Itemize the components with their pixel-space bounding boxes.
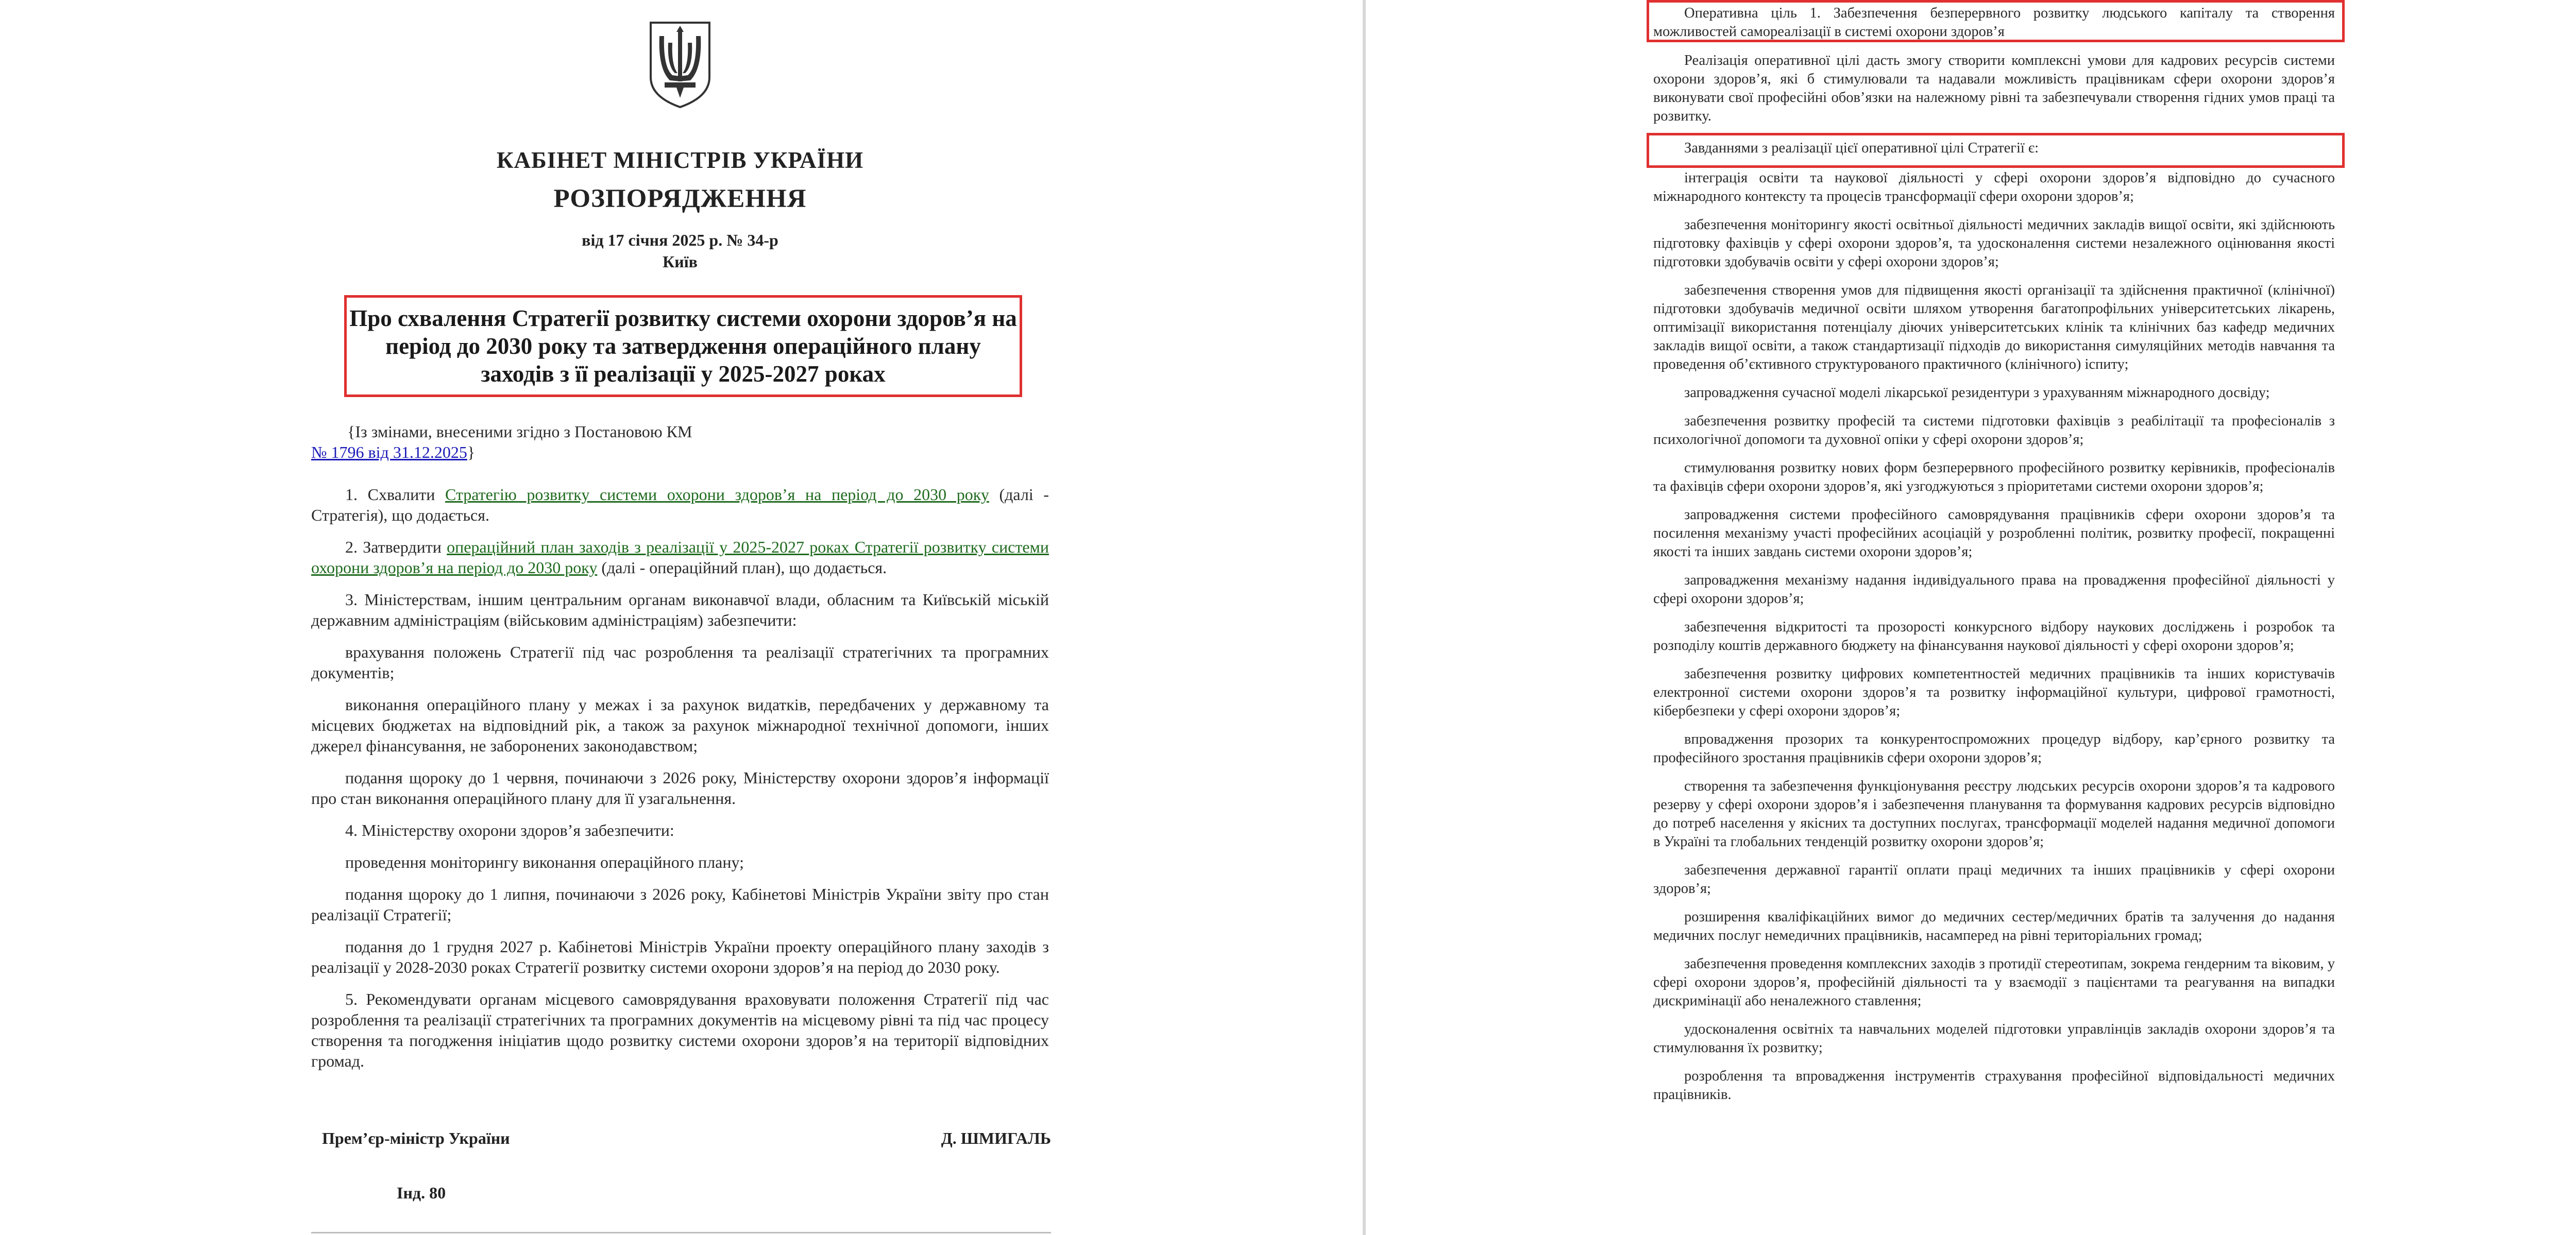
signer-name: Д. ШМИГАЛЬ (941, 1129, 1051, 1147)
document-title: Про схвалення Стратегії розвитку системи охорони здоров’я на період до 2030 року та затвердження операційного плану заходів з її реалізації у 2025-2027 роках (349, 305, 1017, 387)
task-item: удосконалення освітніх та навчальних моделей підготовки управлінців закладів охорони здоров’я та стимулювання їх розвитку; (1653, 1021, 2335, 1056)
decree-body (311, 484, 1049, 1083)
paragraph-4a: проведення моніторингу виконання операційного плану; (345, 853, 744, 871)
task-item: створення та забезпечення функціонування реєстру людських ресурсів охорони здоров’я та кадрового резерву у сфері охорони здоров’я і забезпечення планування та формування кадрових ресурсів відповідно до потреб населення у якісних та доступних послугах, трансформації моделей надання медичної допомоги в Україні та глобальних тенденцій розвитку охорони здоров’я; (1653, 778, 2335, 850)
operational-goal (1653, 4, 2335, 51)
paragraph-2 (311, 537, 1049, 578)
operational-goal-text: Оперативна ціль 1. Забезпечення безперервного розвитку людського капіталу та створення можливостей самореалізації в системі охорони здоров’я (1653, 5, 2335, 40)
task-item: запровадження механізму надання індивідуального права на провадження професійної діяльності у сфері охорони здоров’я; (1653, 572, 2335, 607)
operational-plan-link[interactable]: операційний план заходів з реалізації у 2025-2027 роках Стратегії розвитку системи охорони здоров’я на період до 2030 року (311, 538, 1049, 577)
strategy-link[interactable]: Стратегію розвитку системи охорони здоров’я на період до 2030 року (445, 485, 989, 504)
task-item: забезпечення розвитку професій та системи підготовки фахівців з реабілітації та професіоналів з психологічної допомоги та духовної опіки у сфері охорони здоров’я; (1653, 413, 2335, 448)
paragraph-4b: подання щороку до 1 липня, починаючи з 2026 року, Кабінетові Міністрів України звіту про стан реалізації Стратегії; (311, 885, 1049, 924)
task-item: стимулювання розвитку нових форм безперервного професійного розвитку керівників, професіоналів та фахівців сфери охорони здоров’я, які узгоджуються з пріоритетами системи охорони здоров’я; (1653, 460, 2335, 494)
paragraph-3: 3. Міністерствам, іншим центральним органам виконавчої влади, обласним та Київській міській державним адміністраціям (військовим адміністраціям) забезпечити: (311, 590, 1049, 629)
amendment-text: {Із змінами, внесеними згідно з Постановою КМ (347, 422, 692, 441)
paragraph-3a: врахування положень Стратегії під час розроблення та реалізації стратегічних та програмних документів; (311, 643, 1049, 682)
task-item: запровадження системи професійного самоврядування працівників сфери охорони здоров’я та посилення механізму участі професійних асоціацій у розробленні політик, розвитку професії, покращенні якості та інших завдань системи охорони здоров’я; (1653, 507, 2335, 560)
paragraph-5: 5. Рекомендувати органам місцевого самоврядування враховувати положення Стратегії під час розроблення та реалізації стратегічних та програмних документів на місцевому рівні та під час процесу створення та погодження ініціатив щодо розвитку системи охорони здоров’я на території відповідних громад. (311, 990, 1049, 1070)
cabinet-heading: КАБІНЕТ МІНІСТРІВ УКРАЇНИ (496, 147, 864, 173)
ukraine-trident-icon (647, 20, 714, 110)
document-index: Інд. 80 (397, 1183, 446, 1202)
paragraph-3b: виконання операційного плану у межах і за рахунок видатків, передбачених у державному та місцевих бюджетах на відповідний рік, а також за рахунок міжнародної технічної допомоги, інших джерел фінансування, не заборонених законодавством; (311, 695, 1049, 755)
task-item: запровадження сучасної моделі лікарської резидентури з урахуванням міжнародного досвіду; (1684, 385, 2270, 401)
task-item: забезпечення державної гарантії оплати праці медичних та інших працівників у сфері охорони здоров’я; (1653, 862, 2335, 897)
document-city: Київ (663, 252, 698, 271)
task-item: розроблення та впровадження інструментів страхування професійної відповідальності медичних працівників. (1653, 1068, 2335, 1103)
p1-lead: 1. Схвалити (345, 485, 445, 504)
task-item: розширення кваліфікаційних вимог до медичних сестер/медичних братів та залучення до надання медичних послуг немедичних працівників, насамперед на рівні територіальних громад; (1653, 909, 2335, 944)
p2-lead: 2. Затвердити (345, 538, 447, 556)
p1-tail: (далі - Стратегія), що додається. (311, 485, 1049, 524)
task-item: забезпечення створення умов для підвищення якості організації та здійснення практичної (клінічної) підготовки здобувачів медичної освіти шляхом утворення багатопрофільних університетських лікарень, оптимізації використання потенціалу діючих університетських клінік та клінічних баз кафедр медичних закладів вищої освіти, а також стандартизації підходів до використання симуляційних методів навчання та проведення об’єктивного структурованого практичного (клінічного) іспиту; (1653, 282, 2335, 372)
task-item: забезпечення відкритості та прозорості конкурсного відбору наукових досліджень і розробок та розподілу коштів державного бюджету на фінансування наукової діяльності у сфері охорони здоров’я; (1653, 619, 2335, 654)
divider (311, 1232, 1051, 1233)
amendment-close: } (467, 443, 476, 461)
amendment-link[interactable]: № 1796 від 31.12.2025 (311, 443, 467, 461)
paragraph-4c: подання до 1 грудня 2027 р. Кабінетові Міністрів України проекту операційного плану заходів з реалізації у 2028-2030 роках Стратегії розвитку системи охорони здоров’я на період до 2030 року. (311, 937, 1049, 976)
paragraph-4: 4. Міністерству охорони здоров’я забезпечити: (345, 821, 674, 839)
tasks-intro (1653, 139, 2335, 167)
document-date: від 17 січня 2025 р. № 34-р (582, 231, 778, 249)
task-item: забезпечення моніторингу якості освітньої діяльності медичних закладів вищої освіти, які здійснюють підготовку фахівців у сфері охорони здоров’я, та удосконалення системи незалежного оцінювання якості підготовки здобувачів освіти у сфері охорони здоров’я; (1653, 217, 2335, 270)
document-type: РОЗПОРЯДЖЕННЯ (553, 184, 807, 213)
task-item: забезпечення розвитку цифрових компетентностей медичних працівників та інших користувачів електронної системи охорони здоров’я та розвитку інформаційної культури, цифрової грамотності, кібербезпеки у сфері охорони здоров’я; (1653, 666, 2335, 719)
operational-goal-description (1653, 52, 2335, 135)
tasks-intro-text: Завданнями з реалізації цієї оперативної цілі Стратегії є: (1684, 140, 2039, 156)
task-item: впровадження прозорих та конкурентоспроможних процедур відбору, кар’єрного розвитку та професійного зростання працівників сфери охорони здоров’я; (1653, 731, 2335, 766)
task-item: інтеграція освіти та наукової діяльності у сфері охорони здоров’я відповідно до сучасного міжнародного контексту та процесів трансформації сфери охорони здоров’я; (1653, 170, 2335, 204)
goal-description-text: Реалізація оперативної цілі дасть змогу створити комплексні умови для кадрових ресурсів системи охорони здоров’я, які б стимулювали та надавали можливість працівникам сфери охорони здоров’я виконувати свої професійні обов’язки на належному рівні та забезпечували створення гідних умов праці та розвитку. (1653, 53, 2335, 124)
paragraph-3c: подання щороку до 1 червня, починаючи з 2026 року, Міністерству охорони здоров’я інформації про стан виконання операційного плану для її узагальнення. (311, 768, 1049, 808)
amendment-note (311, 421, 1049, 462)
task-item: забезпечення проведення комплексних заходів з протидії стереотипам, зокрема гендерним та віковим, у сфері охорони здоров’я, професійній діяльності та у взаємодії з пацієнтами та реагування на випадки дискримінації або неналежного ставлення; (1653, 956, 2335, 1009)
title-highlight-box (344, 295, 1022, 397)
paragraph-1 (311, 484, 1049, 525)
tasks-list (1653, 169, 2335, 1114)
signer-title: Прем’єр-міністр України (322, 1129, 510, 1147)
p2-tail: (далі - операційний план), що додається. (597, 558, 887, 577)
